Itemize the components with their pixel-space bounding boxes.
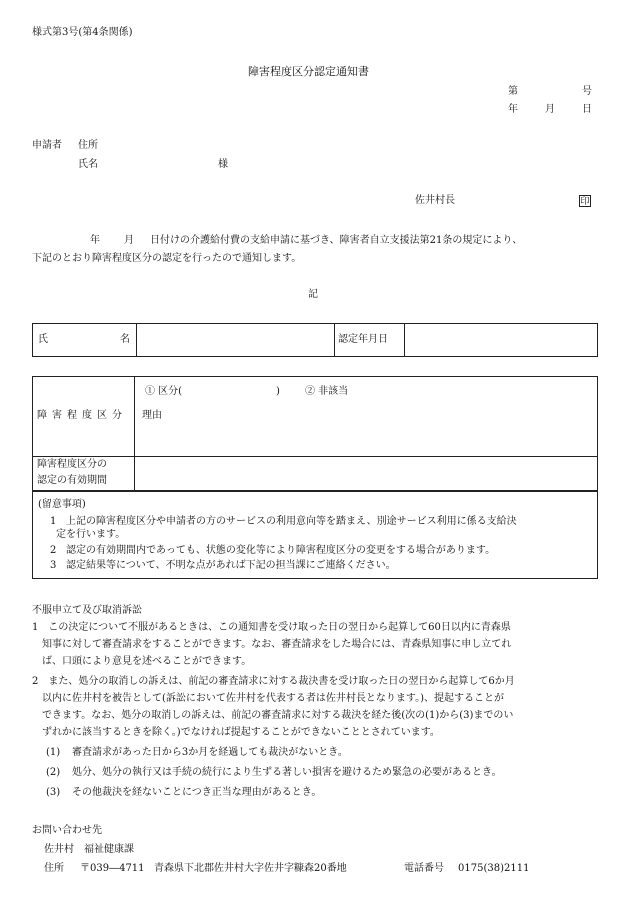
appeal-p2-line2: 以内に佐井村を被告として(訴訟において佐井村を代表する者は佐井村長となります。)、提起することが	[42, 693, 505, 704]
date-month-label: 月	[545, 104, 555, 115]
appeal-p1-line1: 1 この決定について不服があるときは、この通知書を受け取った日の翌日から起算して60日以内に青森県	[32, 622, 511, 633]
name-label-char2: 名	[120, 334, 130, 345]
appeal-sub-1-number: (1)	[46, 747, 61, 758]
ki-heading: 記	[308, 289, 318, 300]
contact-postal-code: 〒039―4711	[80, 863, 145, 874]
document-title: 障害程度区分認定通知書	[248, 65, 369, 78]
contact-phone-label: 電話番号	[404, 863, 444, 874]
appeal-heading: 不服申立て及び取消訴訟	[32, 605, 142, 616]
note-2-number: 2	[50, 545, 57, 556]
official-seal-mark: 印	[580, 197, 590, 207]
doc-number-suffix: 号	[582, 86, 592, 97]
note-2-text: 認定の有効期間内であっても、状態の変化等により障害程度区分の変更をする場合があります。	[66, 545, 496, 556]
name-table	[32, 323, 598, 357]
doc-number-prefix: 第	[508, 86, 518, 97]
date-day-label: 日	[582, 104, 592, 115]
appeal-sub-2-number: (2)	[46, 767, 61, 778]
applicant-label: 申請者	[32, 140, 62, 151]
appeal-sub-3-text: その他裁決を経ないことにつき正当な理由があるとき。	[72, 787, 322, 798]
contact-department: 佐井村 福祉健康課	[44, 844, 134, 855]
note-1-number: 1	[50, 516, 57, 527]
notes-heading: (留意事項)	[38, 499, 86, 510]
note-3-text: 認定結果等について、不明な点があれば下記の担当課にご連絡ください。	[66, 560, 396, 571]
form-number: 様式第3号(第4条関係)	[32, 27, 133, 38]
note-1-continuation: 定を行います。	[56, 529, 126, 540]
applicant-address-label: 住所	[78, 140, 98, 151]
name-label-char1: 氏	[38, 334, 48, 345]
body-text-line2: 下記のとおり障害程度区分の認定を行ったので通知します。	[32, 253, 302, 264]
appeal-sub-3-number: (3)	[46, 787, 61, 798]
category-label: 障害程度区分	[37, 410, 127, 421]
appeal-p2-line4: ずれかに該当するときを除く。)でなければ提起することができないこととされています。	[42, 727, 440, 738]
appeal-sub-2-text: 処分、処分の執行又は手続の続行により生ずる著しい損害を避けるため緊急の必要があるとき。	[72, 767, 502, 778]
appeal-p1-line3: ば、口頭により意見を述べることができます。	[42, 656, 252, 667]
body-text-line1: 日付けの介護給付費の支給申請に基づき、障害者自立支援法第21条の規定により、	[150, 235, 523, 246]
category-option-1: ① 区分(	[145, 386, 183, 397]
cert-date-label: 認定年月日	[338, 334, 388, 345]
body-month-label: 月	[124, 235, 134, 246]
validity-label-line2: 認定の有効期間	[37, 475, 107, 486]
category-option-1-close: )	[276, 386, 280, 397]
date-year-label: 年	[508, 104, 518, 115]
note-1-text: 上記の障害程度区分や申請者の方のサービスの利用意向等を踏まえ、別途サービス利用に係る支給決	[66, 516, 517, 527]
applicant-honorific: 様	[218, 159, 228, 170]
appeal-p1-line2: 知事に対して審査請求をすることができます。なお、審査請求をした場合には、青森県知事に申し立てれ	[42, 639, 512, 650]
contact-heading: お問い合わせ先	[32, 825, 102, 836]
validity-label-line1: 障害程度区分の	[37, 459, 107, 470]
category-option-2: ② 非該当	[305, 386, 349, 397]
appeal-sub-1-text: 審査請求があった日から3か月を経過しても裁決がないとき。	[72, 747, 348, 758]
body-year-label: 年	[90, 235, 100, 246]
appeal-p2-line1: 2 また、処分の取消しの訴えは、前記の審査請求に対する裁決書を受け取った日の翌日から起算して6か月	[32, 676, 515, 687]
contact-address-label: 住所	[44, 863, 64, 874]
contact-phone: 0175(38)2111	[458, 863, 530, 874]
note-3-number: 3	[50, 560, 57, 571]
issuer-title: 佐井村長	[415, 195, 455, 206]
contact-address: 青森県下北郡佐井村大字佐井字糠森20番地	[154, 863, 347, 874]
reason-label: 理由	[142, 410, 162, 421]
applicant-name-label: 氏名	[78, 159, 98, 170]
appeal-p2-line3: できます。なお、処分の取消しの訴えは、前記の審査請求に対する裁決を経た後(次の(1)から(3)までのい	[42, 710, 514, 721]
